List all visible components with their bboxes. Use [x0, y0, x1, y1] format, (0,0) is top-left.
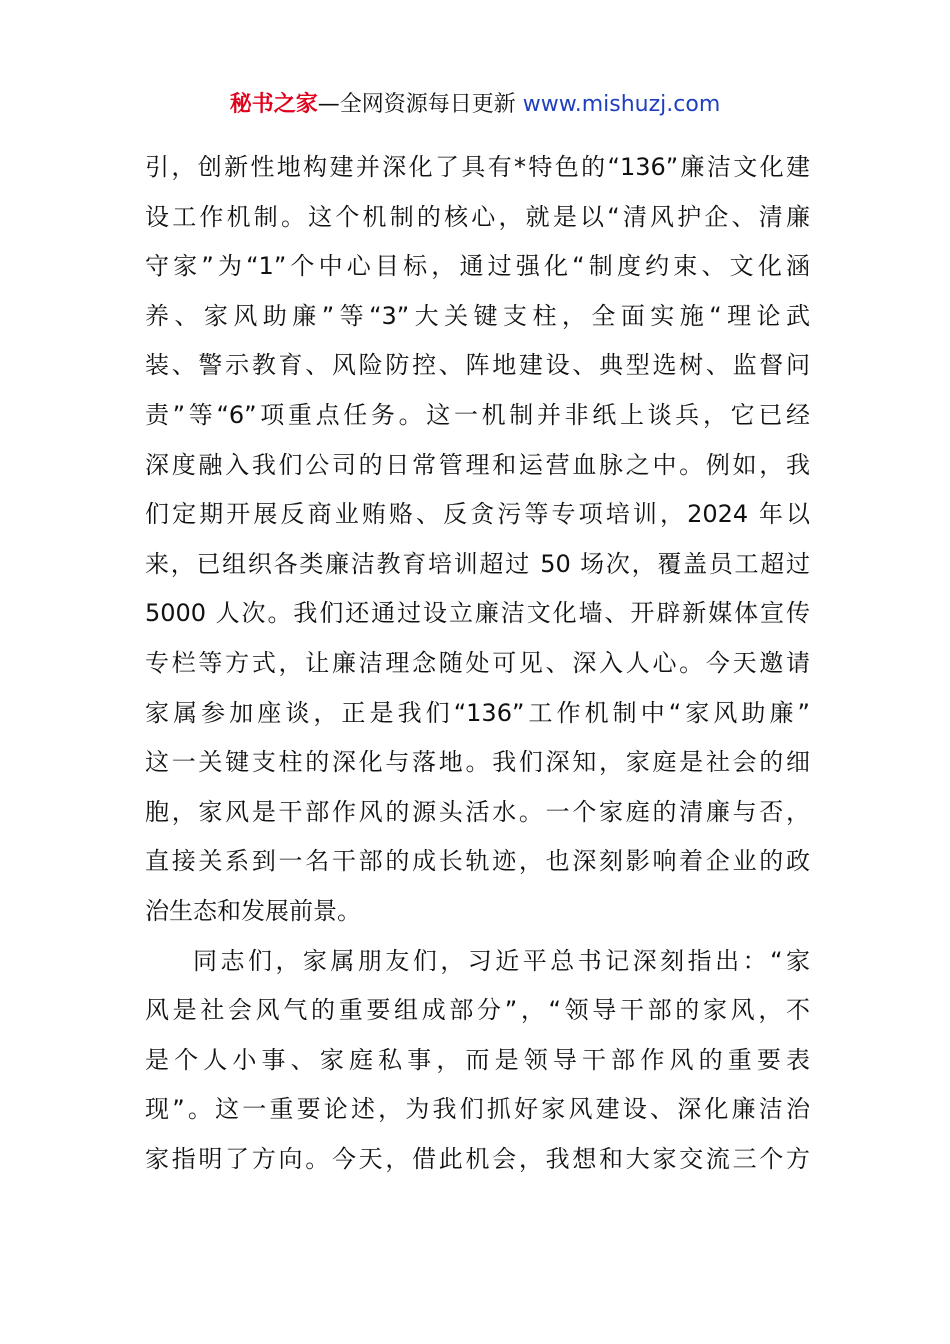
text-line: 现”。这一重要论述，为我们抓好家风建设、深化廉洁治	[145, 1095, 810, 1124]
text-line: 设工作机制。这个机制的核心，就是以“清风护企、清廉	[145, 202, 810, 231]
text-line: 直接关系到一名干部的成长轨迹，也深刻影响着企业的政	[145, 847, 810, 876]
text-line: 守家”为“1”个中心目标，通过强化“制度约束、文化涵	[145, 252, 810, 281]
site-brand: 秘书之家	[229, 92, 318, 117]
text-line: 引，创新性地构建并深化了具有*特色的“136”廉洁文化建	[145, 153, 810, 181]
text-line: 胞，家风是干部作风的源头活水。一个家庭的清廉与否，	[145, 797, 810, 826]
text-line: 治生态和发展前景。	[145, 896, 361, 925]
text-line: 风是社会风气的重要组成部分”，“领导干部的家风，不	[145, 996, 810, 1025]
text-line: 们定期开展反商业贿赂、反贪污等专项培训，2024 年以	[145, 500, 810, 529]
page-header	[0, 88, 950, 122]
text-line: 专栏等方式，让廉洁理念随处可见、深入人心。今天邀请	[145, 648, 810, 677]
text-line: 这一关键支柱的深化与落地。我们深知，家庭是社会的细	[145, 748, 810, 777]
text-line: 家指明了方向。今天，借此机会，我想和大家交流三个方	[145, 1144, 810, 1173]
text-line: 装、警示教育、风险防控、阵地建设、典型选树、监督问	[145, 351, 810, 380]
text-line: 深度融入我们公司的日常管理和运营血脉之中。例如，我	[145, 450, 810, 479]
document-body	[145, 143, 810, 1184]
text-line: 家属参加座谈，正是我们“136”工作机制中“家风助廉”	[145, 698, 810, 727]
site-slogan: —全网资源每日更新	[317, 92, 523, 117]
text-line: 是个人小事、家庭私事，而是领导干部作风的重要表	[145, 1045, 810, 1074]
text-line: 责”等“6”项重点任务。这一机制并非纸上谈兵，它已经	[145, 400, 810, 429]
text-line: 同志们，家属朋友们，习近平总书记深刻指出：“家	[193, 946, 810, 975]
text-line: 养、家风助廉”等“3”大关键支柱，全面实施“理论武	[145, 301, 810, 330]
site-url-link[interactable]: www.mishuzj.com	[522, 92, 721, 117]
text-line: 5000 人次。我们还通过设立廉洁文化墙、开辟新媒体宣传	[145, 599, 810, 628]
text-line: 来，已组织各类廉洁教育培训超过 50 场次，覆盖员工超过	[145, 549, 810, 578]
